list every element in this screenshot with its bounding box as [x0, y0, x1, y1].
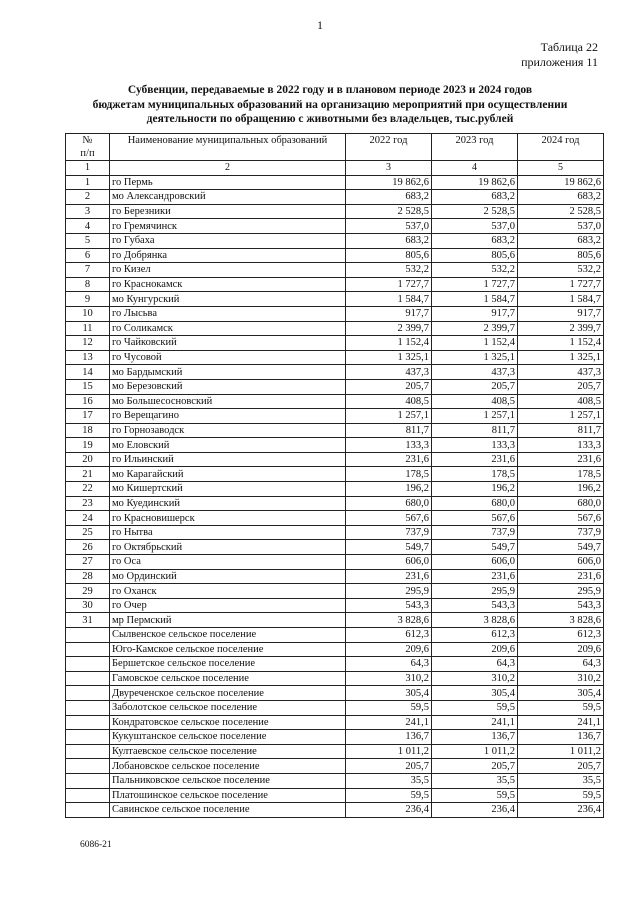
value-2022: 310,2 [346, 671, 432, 686]
value-2022: 209,6 [346, 642, 432, 657]
row-number: 17 [66, 409, 110, 424]
table-row [66, 438, 604, 453]
value-2022: 683,2 [346, 190, 432, 205]
value-2022: 811,7 [346, 423, 432, 438]
value-2024: 231,6 [518, 569, 604, 584]
header-number [66, 134, 110, 161]
municipality-name: мо Еловский [110, 438, 346, 453]
value-2024: 537,0 [518, 219, 604, 234]
value-2022: 537,0 [346, 219, 432, 234]
value-2022: 136,7 [346, 730, 432, 745]
header-2022: 2022 год [346, 134, 432, 161]
value-2024: 3 828,6 [518, 613, 604, 628]
table-body [66, 175, 604, 817]
municipality-name: го Березники [110, 204, 346, 219]
municipality-name: мо Карагайский [110, 467, 346, 482]
value-2023: 236,4 [432, 803, 518, 818]
table-row [66, 175, 604, 190]
value-2023: 59,5 [432, 700, 518, 715]
row-number [66, 628, 110, 643]
row-number: 12 [66, 336, 110, 351]
column-index: 3 [346, 161, 432, 176]
table-row [66, 584, 604, 599]
value-2023: 133,3 [432, 438, 518, 453]
municipality-name: Юго-Камское сельское поселение [110, 642, 346, 657]
value-2023: 683,2 [432, 190, 518, 205]
municipality-name: го Чайковский [110, 336, 346, 351]
value-2023: 437,3 [432, 365, 518, 380]
value-2022: 612,3 [346, 628, 432, 643]
municipality-name: го Нытва [110, 525, 346, 540]
row-number: 22 [66, 482, 110, 497]
value-2023: 567,6 [432, 511, 518, 526]
row-number: 28 [66, 569, 110, 584]
table-row [66, 730, 604, 745]
row-number [66, 744, 110, 759]
municipality-name: го Чусовой [110, 350, 346, 365]
table-row [66, 788, 604, 803]
municipality-name: мо Кишертский [110, 482, 346, 497]
value-2024: 549,7 [518, 540, 604, 555]
value-2024: 205,7 [518, 759, 604, 774]
value-2024: 59,5 [518, 788, 604, 803]
value-2023: 1 325,1 [432, 350, 518, 365]
value-2023: 680,0 [432, 496, 518, 511]
header-2024: 2024 год [518, 134, 604, 161]
value-2023: 305,4 [432, 686, 518, 701]
table-row [66, 482, 604, 497]
value-2023: 196,2 [432, 482, 518, 497]
municipality-name: го Лысьва [110, 306, 346, 321]
row-number: 4 [66, 219, 110, 234]
row-number: 7 [66, 263, 110, 278]
municipality-name: мо Большесосновский [110, 394, 346, 409]
value-2023: 612,3 [432, 628, 518, 643]
municipality-name: Бершетское сельское поселение [110, 657, 346, 672]
municipality-name: Гамовское сельское поселение [110, 671, 346, 686]
row-number: 1 [66, 175, 110, 190]
table-reference-line2: приложения 11 [521, 55, 598, 69]
value-2024: 811,7 [518, 423, 604, 438]
column-index: 1 [66, 161, 110, 176]
value-2023: 532,2 [432, 263, 518, 278]
row-number: 18 [66, 423, 110, 438]
header-number-line2: п/п [80, 148, 95, 159]
value-2023: 35,5 [432, 773, 518, 788]
row-number: 8 [66, 277, 110, 292]
table-row [66, 628, 604, 643]
value-2024: 231,6 [518, 452, 604, 467]
value-2023: 136,7 [432, 730, 518, 745]
table-row [66, 642, 604, 657]
subventions-table [65, 133, 604, 818]
header-name: Наименование муниципальных образований [110, 134, 346, 161]
table-row [66, 292, 604, 307]
municipality-name: го Соликамск [110, 321, 346, 336]
municipality-name: го Кизел [110, 263, 346, 278]
row-number [66, 642, 110, 657]
row-number: 19 [66, 438, 110, 453]
value-2023: 1 257,1 [432, 409, 518, 424]
municipality-name: го Оса [110, 555, 346, 570]
header-2023: 2023 год [432, 134, 518, 161]
row-number: 14 [66, 365, 110, 380]
value-2022: 1 011,2 [346, 744, 432, 759]
value-2023: 19 862,6 [432, 175, 518, 190]
municipality-name: го Верещагино [110, 409, 346, 424]
value-2023: 811,7 [432, 423, 518, 438]
table-row [66, 350, 604, 365]
value-2022: 543,3 [346, 598, 432, 613]
value-2022: 408,5 [346, 394, 432, 409]
municipality-name: го Красновишерск [110, 511, 346, 526]
value-2023: 209,6 [432, 642, 518, 657]
table-row [66, 540, 604, 555]
row-number: 31 [66, 613, 110, 628]
row-number: 16 [66, 394, 110, 409]
page-number: 1 [317, 18, 323, 32]
row-number: 20 [66, 452, 110, 467]
value-2022: 549,7 [346, 540, 432, 555]
table-row [66, 452, 604, 467]
row-number: 2 [66, 190, 110, 205]
value-2024: 295,9 [518, 584, 604, 599]
title-line1: Субвенции, передаваемые в 2022 году и в плановом периоде 2023 и 2024 годов [127, 84, 533, 96]
table-row [66, 496, 604, 511]
table-row [66, 686, 604, 701]
value-2022: 1 727,7 [346, 277, 432, 292]
municipality-name: Савинское сельское поселение [110, 803, 346, 818]
value-2024: 1 152,4 [518, 336, 604, 351]
value-2023: 178,5 [432, 467, 518, 482]
municipality-name: го Добрянка [110, 248, 346, 263]
value-2023: 606,0 [432, 555, 518, 570]
row-number [66, 671, 110, 686]
value-2022: 305,4 [346, 686, 432, 701]
row-number: 30 [66, 598, 110, 613]
value-2022: 680,0 [346, 496, 432, 511]
row-number: 25 [66, 525, 110, 540]
row-number: 6 [66, 248, 110, 263]
header-number-line1: № [82, 135, 93, 146]
municipality-name: мо Кунгурский [110, 292, 346, 307]
value-2024: 532,2 [518, 263, 604, 278]
municipality-name: мр Пермский [110, 613, 346, 628]
value-2024: 2 399,7 [518, 321, 604, 336]
column-index: 2 [110, 161, 346, 176]
value-2022: 1 325,1 [346, 350, 432, 365]
row-number [66, 657, 110, 672]
municipality-name: Култаевское сельское поселение [110, 744, 346, 759]
table-reference [521, 40, 598, 70]
value-2022: 196,2 [346, 482, 432, 497]
value-2022: 2 528,5 [346, 204, 432, 219]
value-2024: 1 584,7 [518, 292, 604, 307]
table-row [66, 555, 604, 570]
value-2024: 196,2 [518, 482, 604, 497]
value-2023: 2 528,5 [432, 204, 518, 219]
table-row [66, 744, 604, 759]
row-number [66, 730, 110, 745]
table-reference-line1: Таблица 22 [540, 40, 598, 54]
value-2023: 2 399,7 [432, 321, 518, 336]
column-index: 4 [432, 161, 518, 176]
value-2022: 236,4 [346, 803, 432, 818]
value-2022: 567,6 [346, 511, 432, 526]
footer-code: 6086-21 [80, 840, 112, 850]
row-number: 26 [66, 540, 110, 555]
table-header [66, 134, 604, 176]
municipality-name: Двуреченское сельское поселение [110, 686, 346, 701]
municipality-name: го Ильинский [110, 452, 346, 467]
column-index: 5 [518, 161, 604, 176]
table-row [66, 204, 604, 219]
value-2023: 3 828,6 [432, 613, 518, 628]
title-line2: бюджетам муниципальных образований на организацию мероприятий при осуществлении [92, 98, 568, 111]
value-2024: 567,6 [518, 511, 604, 526]
value-2023: 917,7 [432, 306, 518, 321]
value-2024: 241,1 [518, 715, 604, 730]
row-number [66, 715, 110, 730]
value-2022: 683,2 [346, 233, 432, 248]
municipality-name: го Пермь [110, 175, 346, 190]
value-2023: 205,7 [432, 759, 518, 774]
value-2023: 231,6 [432, 452, 518, 467]
value-2024: 205,7 [518, 379, 604, 394]
value-2023: 683,2 [432, 233, 518, 248]
value-2024: 606,0 [518, 555, 604, 570]
value-2022: 1 584,7 [346, 292, 432, 307]
value-2023: 805,6 [432, 248, 518, 263]
value-2023: 1 727,7 [432, 277, 518, 292]
table-row [66, 467, 604, 482]
value-2024: 2 528,5 [518, 204, 604, 219]
value-2024: 35,5 [518, 773, 604, 788]
document-title [60, 83, 600, 127]
value-2022: 241,1 [346, 715, 432, 730]
value-2024: 805,6 [518, 248, 604, 263]
table-row [66, 263, 604, 278]
value-2022: 35,5 [346, 773, 432, 788]
value-2024: 178,5 [518, 467, 604, 482]
value-2024: 305,4 [518, 686, 604, 701]
table-row [66, 321, 604, 336]
row-number: 9 [66, 292, 110, 307]
row-number [66, 686, 110, 701]
value-2024: 1 727,7 [518, 277, 604, 292]
value-2022: 917,7 [346, 306, 432, 321]
value-2024: 136,7 [518, 730, 604, 745]
table-row [66, 598, 604, 613]
value-2024: 1 325,1 [518, 350, 604, 365]
value-2022: 737,9 [346, 525, 432, 540]
value-2022: 59,5 [346, 788, 432, 803]
municipality-name: Сылвенское сельское поселение [110, 628, 346, 643]
municipality-name: Кукуштанское сельское поселение [110, 730, 346, 745]
row-number [66, 788, 110, 803]
row-number: 11 [66, 321, 110, 336]
value-2022: 19 862,6 [346, 175, 432, 190]
value-2022: 231,6 [346, 569, 432, 584]
table-row [66, 365, 604, 380]
table-row [66, 233, 604, 248]
value-2022: 295,9 [346, 584, 432, 599]
municipality-name: го Губаха [110, 233, 346, 248]
value-2023: 205,7 [432, 379, 518, 394]
value-2024: 1 011,2 [518, 744, 604, 759]
table-row [66, 277, 604, 292]
table-row [66, 671, 604, 686]
municipality-name: мо Александровский [110, 190, 346, 205]
value-2024: 133,3 [518, 438, 604, 453]
value-2023: 1 584,7 [432, 292, 518, 307]
table-row [66, 379, 604, 394]
municipality-name: мо Березовский [110, 379, 346, 394]
value-2024: 209,6 [518, 642, 604, 657]
table-row [66, 569, 604, 584]
row-number: 10 [66, 306, 110, 321]
value-2023: 543,3 [432, 598, 518, 613]
value-2022: 1 152,4 [346, 336, 432, 351]
value-2024: 236,4 [518, 803, 604, 818]
table-row [66, 715, 604, 730]
municipality-name: мо Бардымский [110, 365, 346, 380]
table-row [66, 657, 604, 672]
table-row [66, 613, 604, 628]
table-row [66, 248, 604, 263]
municipality-name: мо Куединский [110, 496, 346, 511]
row-number: 13 [66, 350, 110, 365]
table-row [66, 803, 604, 818]
municipality-name: Лобановское сельское поселение [110, 759, 346, 774]
value-2024: 680,0 [518, 496, 604, 511]
value-2024: 612,3 [518, 628, 604, 643]
value-2024: 408,5 [518, 394, 604, 409]
value-2024: 310,2 [518, 671, 604, 686]
value-2022: 205,7 [346, 759, 432, 774]
municipality-name: Платошинское сельское поселение [110, 788, 346, 803]
table-row [66, 394, 604, 409]
row-number [66, 700, 110, 715]
municipality-name: го Октябрьский [110, 540, 346, 555]
row-number [66, 803, 110, 818]
table-row [66, 306, 604, 321]
value-2023: 737,9 [432, 525, 518, 540]
municipality-name: го Краснокамск [110, 277, 346, 292]
value-2022: 178,5 [346, 467, 432, 482]
municipality-name: Заболотское сельское поселение [110, 700, 346, 715]
municipality-name: го Горнозаводск [110, 423, 346, 438]
value-2022: 1 257,1 [346, 409, 432, 424]
municipality-name: го Гремячинск [110, 219, 346, 234]
table-row [66, 336, 604, 351]
row-number: 5 [66, 233, 110, 248]
value-2022: 606,0 [346, 555, 432, 570]
column-index-row [66, 161, 604, 176]
value-2022: 133,3 [346, 438, 432, 453]
row-number: 15 [66, 379, 110, 394]
value-2023: 64,3 [432, 657, 518, 672]
table-row [66, 190, 604, 205]
value-2023: 549,7 [432, 540, 518, 555]
value-2022: 805,6 [346, 248, 432, 263]
row-number [66, 759, 110, 774]
value-2024: 737,9 [518, 525, 604, 540]
value-2023: 1 152,4 [432, 336, 518, 351]
value-2024: 19 862,6 [518, 175, 604, 190]
table-row [66, 525, 604, 540]
municipality-name: Кондратовское сельское поселение [110, 715, 346, 730]
value-2024: 1 257,1 [518, 409, 604, 424]
table-row [66, 773, 604, 788]
row-number: 24 [66, 511, 110, 526]
row-number: 29 [66, 584, 110, 599]
table-row [66, 409, 604, 424]
value-2023: 241,1 [432, 715, 518, 730]
value-2022: 2 399,7 [346, 321, 432, 336]
value-2023: 408,5 [432, 394, 518, 409]
value-2023: 295,9 [432, 584, 518, 599]
value-2022: 437,3 [346, 365, 432, 380]
municipality-name: Пальниковское сельское поселение [110, 773, 346, 788]
value-2024: 683,2 [518, 233, 604, 248]
municipality-name: го Оханск [110, 584, 346, 599]
value-2023: 1 011,2 [432, 744, 518, 759]
value-2023: 231,6 [432, 569, 518, 584]
value-2023: 310,2 [432, 671, 518, 686]
value-2024: 59,5 [518, 700, 604, 715]
header-row [66, 134, 604, 161]
municipality-name: го Очер [110, 598, 346, 613]
row-number: 27 [66, 555, 110, 570]
value-2022: 3 828,6 [346, 613, 432, 628]
row-number [66, 773, 110, 788]
value-2024: 437,3 [518, 365, 604, 380]
value-2022: 205,7 [346, 379, 432, 394]
value-2024: 543,3 [518, 598, 604, 613]
value-2022: 59,5 [346, 700, 432, 715]
row-number: 23 [66, 496, 110, 511]
title-line3: деятельности по обращению с животными без владельцев, тыс.рублей [146, 113, 514, 125]
value-2023: 537,0 [432, 219, 518, 234]
table-row [66, 511, 604, 526]
table-row [66, 700, 604, 715]
row-number: 3 [66, 204, 110, 219]
municipality-name: мо Ординский [110, 569, 346, 584]
table-row [66, 219, 604, 234]
value-2024: 64,3 [518, 657, 604, 672]
value-2022: 532,2 [346, 263, 432, 278]
table-row [66, 423, 604, 438]
table-row [66, 759, 604, 774]
row-number: 21 [66, 467, 110, 482]
value-2022: 64,3 [346, 657, 432, 672]
value-2024: 917,7 [518, 306, 604, 321]
value-2024: 683,2 [518, 190, 604, 205]
value-2022: 231,6 [346, 452, 432, 467]
value-2023: 59,5 [432, 788, 518, 803]
